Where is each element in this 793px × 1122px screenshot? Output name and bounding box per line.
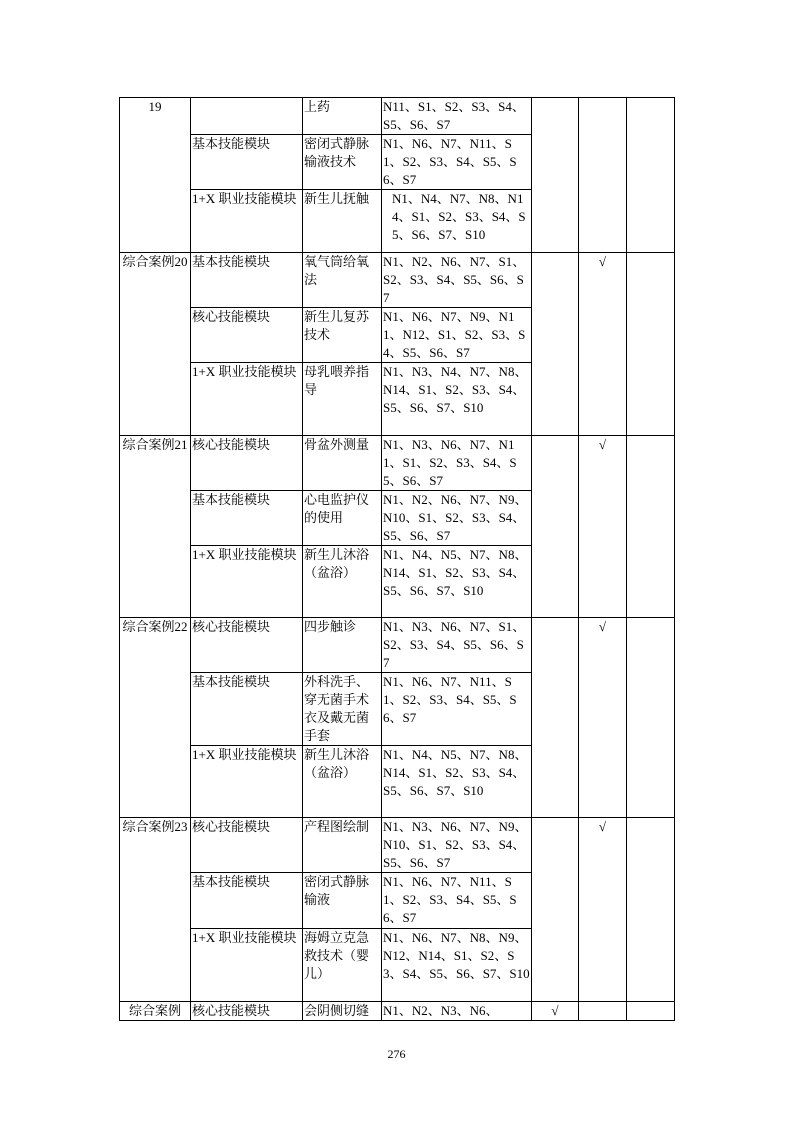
skills-cell: N1、N6、N7、N9、N11、N12、S1、S2、S3、S4、S5、S6、S7 [382, 308, 532, 363]
case-name-cell: 综合案例20 [120, 253, 191, 436]
module-cell: 1+X 职业技能模块 [191, 190, 303, 253]
module-cell: 1+X 职业技能模块 [191, 746, 303, 818]
column-7-cell [627, 618, 675, 818]
check-mark: √ [532, 1002, 579, 1021]
column-5-cell [532, 618, 579, 818]
column-5-cell [532, 98, 579, 253]
task-cell: 产程图绘制 [303, 818, 382, 873]
task-cell: 氧气筒给氧法 [303, 253, 382, 308]
module-cell: 核心技能模块 [191, 308, 303, 363]
task-cell: 新生儿抚触 [303, 190, 382, 253]
case-name-cell: 19 [120, 98, 191, 253]
page-number: 276 [387, 1047, 406, 1061]
column-5-cell [532, 436, 579, 618]
column-7-cell [627, 98, 675, 253]
skills-cell: N11、S1、S2、S3、S4、S5、S6、S7 [382, 98, 532, 135]
module-cell: 基本技能模块 [191, 673, 303, 746]
task-cell: 母乳喂养指导 [303, 363, 382, 436]
task-cell: 新生儿沐浴（盆浴） [303, 546, 382, 618]
skills-cell: N1、N6、N7、N11、S1、S2、S3、S4、S5、S6、S7 [382, 873, 532, 929]
skills-cell: N1、N4、N5、N7、N8、N14、S1、S2、S3、S4、S5、S6、S7、S10 [382, 546, 532, 618]
skills-cell: N1、N4、N5、N7、N8、N14、S1、S2、S3、S4、S5、S6、S7、S10 [382, 746, 532, 818]
skills-cell: N1、N3、N6、N7、N9、N10、S1、S2、S3、S4、S5、S6、S7 [382, 818, 532, 873]
module-cell: 基本技能模块 [191, 873, 303, 929]
module-cell: 1+X 职业技能模块 [191, 546, 303, 618]
task-cell: 外科洗手、穿无菌手术衣及戴无菌手套 [303, 673, 382, 746]
module-cell: 核心技能模块 [191, 818, 303, 873]
module-cell: 1+X 职业技能模块 [191, 929, 303, 1002]
module-cell: 核心技能模块 [191, 618, 303, 673]
module-cell: 1+X 职业技能模块 [191, 363, 303, 436]
task-cell: 新生儿复苏技术 [303, 308, 382, 363]
skills-cell: N1、N4、N7、N8、N14、S1、S2、S3、S4、S5、S6、S7、S10 [382, 190, 532, 253]
column-5-cell [532, 253, 579, 436]
skills-cell: N1、N2、N3、N6、 [382, 1002, 532, 1021]
skills-cell: N1、N6、N7、N8、N9、N12、N14、S1、S2、S3、S4、S5、S6、S7、S10 [382, 929, 532, 1002]
task-cell: 会阴侧切缝 [303, 1002, 382, 1021]
task-cell: 骨盆外测量 [303, 436, 382, 491]
task-cell: 上药 [303, 98, 382, 135]
case-name-cell: 综合案例 [120, 1002, 191, 1021]
task-cell: 新生儿沐浴（盆浴） [303, 746, 382, 818]
check-mark: √ [579, 818, 627, 1002]
table-row [120, 618, 675, 673]
column-7-cell [627, 818, 675, 1002]
task-cell: 四步触诊 [303, 618, 382, 673]
column-7-cell [627, 436, 675, 618]
table-row [120, 1002, 675, 1021]
skills-cell: N1、N3、N6、N7、S1、S2、S3、S4、S5、S6、S7 [382, 618, 532, 673]
skills-cell: N1、N6、N7、N11、S1、S2、S3、S4、S5、S6、S7 [382, 135, 532, 190]
table-row [120, 98, 675, 135]
check-mark: √ [579, 618, 627, 818]
skills-cell: N1、N2、N6、N7、S1、S2、S3、S4、S5、S6、S7 [382, 253, 532, 308]
case-name-cell: 综合案例23 [120, 818, 191, 1002]
column-6-cell [579, 1002, 627, 1021]
check-mark: √ [579, 253, 627, 436]
task-cell: 密闭式静脉输液 [303, 873, 382, 929]
column-7-cell [627, 253, 675, 436]
skills-cell: N1、N3、N4、N7、N8、N14、S1、S2、S3、S4、S5、S6、S7、S10 [382, 363, 532, 436]
table-row [120, 818, 675, 873]
module-cell [191, 98, 303, 135]
task-cell: 心电监护仪的使用 [303, 491, 382, 546]
task-cell: 海姆立克急救技术（婴儿） [303, 929, 382, 1002]
case-name-cell: 综合案例21 [120, 436, 191, 618]
column-6-cell [579, 98, 627, 253]
module-cell: 核心技能模块 [191, 1002, 303, 1021]
skills-cell: N1、N6、N7、N11、S1、S2、S3、S4、S5、S6、S7 [382, 673, 532, 746]
module-cell: 基本技能模块 [191, 135, 303, 190]
column-7-cell [627, 1002, 675, 1021]
module-cell: 基本技能模块 [191, 491, 303, 546]
task-cell: 密闭式静脉输液技术 [303, 135, 382, 190]
module-cell: 基本技能模块 [191, 253, 303, 308]
check-mark: √ [579, 436, 627, 618]
skills-cell: N1、N3、N6、N7、N11、S1、S2、S3、S4、S5、S6、S7 [382, 436, 532, 491]
table-row [120, 436, 675, 491]
skills-cell: N1、N2、N6、N7、N9、N10、S1、S2、S3、S4、S5、S6、S7 [382, 491, 532, 546]
column-5-cell [532, 818, 579, 1002]
course-case-table [119, 97, 675, 1021]
case-name-cell: 综合案例22 [120, 618, 191, 818]
module-cell: 核心技能模块 [191, 436, 303, 491]
table-row [120, 253, 675, 308]
